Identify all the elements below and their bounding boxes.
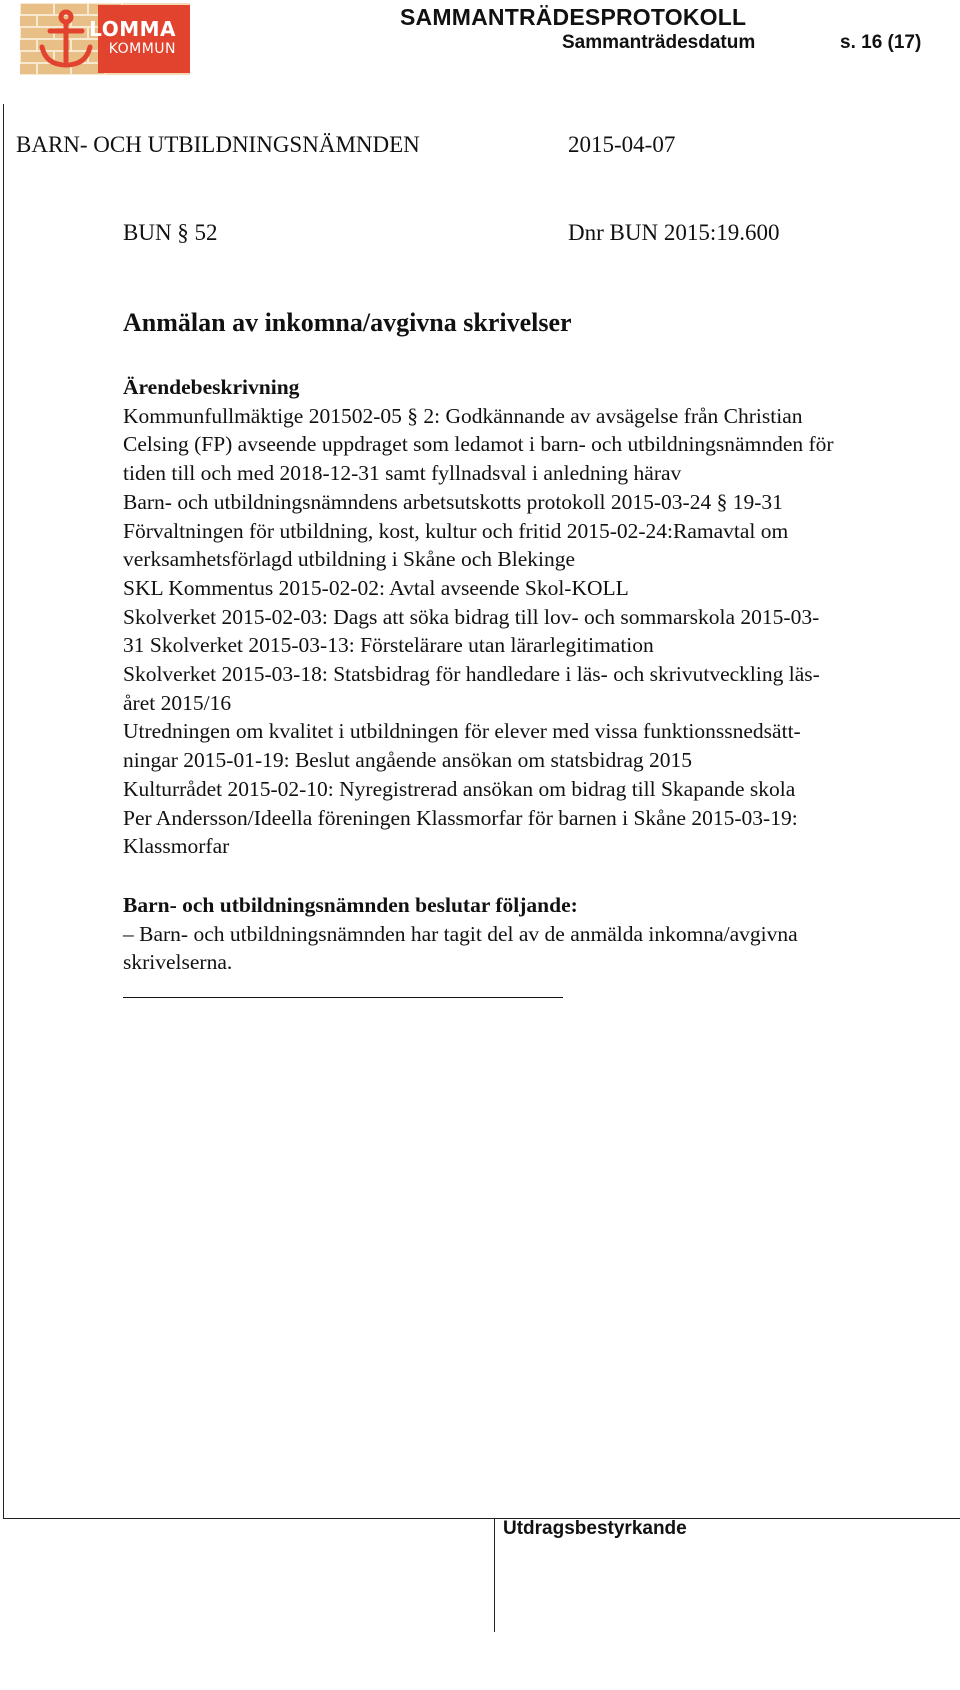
certification-label: Utdragsbestyrkande: [503, 1518, 687, 1539]
description-line: Barn- och utbildningsnämndens arbetsutskotts protokoll 2015-03-24 § 19-31: [123, 489, 783, 514]
description-line: Per Andersson/Ideella föreningen Klassmorfar för barnen i Skåne 2015-03-19:: [123, 805, 798, 830]
description-line: SKL Kommentus 2015-02-02: Avtal avseende Skol-KOLL: [123, 575, 629, 600]
meeting-date-label: Sammanträdesdatum: [562, 32, 756, 53]
description-heading: Ärendebeskrivning: [123, 375, 300, 399]
matter-title: Anmälan av inkomna/avgivna skrivelser: [123, 308, 572, 337]
footer-column-divider: [494, 1518, 495, 1632]
description-line: Kulturrådet 2015-02-10: Nyregistrerad ansökan om bidrag till Skapande skola: [123, 776, 796, 801]
description-line: året 2015/16: [123, 690, 232, 715]
left-margin-rule: [3, 104, 4, 1518]
paragraph-number: BUN § 52: [123, 220, 218, 245]
description-line: Utredningen om kvalitet i utbildningen för elever med vissa funktionssnedsätt-: [123, 719, 801, 744]
description-line: Skolverket 2015-02-03: Dags att söka bidrag till lov- och sommarskola 2015-03-: [123, 604, 820, 629]
footer-divider: [3, 1518, 960, 1519]
description-line: tiden till och med 2018-12-31 samt fyllnadsval i anledning härav: [123, 461, 682, 486]
logo-text-secondary: KOMMUN: [108, 41, 176, 57]
document-type-title: SAMMANTRÄDESPROTOKOLL: [400, 4, 747, 30]
description-line: Skolverket 2015-03-18: Statsbidrag för handledare i läs- och skrivutveckling läs-: [123, 662, 820, 687]
logo-text-primary: LOMMA: [89, 17, 176, 41]
decision-line: skrivelserna.: [123, 950, 233, 975]
description-line: Kommunfullmäktige 201502-05 § 2: Godkännande av avsägelse från Christian: [123, 403, 803, 428]
decision-heading: Barn- och utbildningsnämnden beslutar följande:: [123, 892, 578, 917]
committee-name: BARN- OCH UTBILDNINGSNÄMNDEN: [16, 132, 420, 157]
decision-line: – Barn- och utbildningsnämnden har tagit del av de anmälda inkomna/avgivna: [123, 921, 798, 946]
description-line: verksamhetsförlagd utbildning i Skåne och Blekinge: [123, 547, 576, 572]
page-number: s. 16 (17): [840, 32, 922, 53]
description-line: ningar 2015-01-19: Beslut angående ansökan om statsbidrag 2015: [123, 748, 693, 773]
description-line: 31 Skolverket 2015-03-13: Förstelärare utan lärarlegitimation: [123, 633, 654, 658]
description-line: Förvaltningen för utbildning, kost, kultur och fritid 2015-02-24:Ramavtal om: [123, 518, 789, 543]
matter-content: [123, 306, 943, 998]
description-line: Klassmorfar: [123, 834, 230, 859]
registration-number: Dnr BUN 2015:19.600: [568, 220, 780, 245]
municipality-logo: [20, 3, 190, 75]
meeting-date: 2015-04-07: [568, 132, 676, 157]
end-of-section-rule: [123, 997, 563, 998]
description-line: Celsing (FP) avseende uppdraget som ledamot i barn- och utbildningsnämnden för: [123, 432, 834, 457]
